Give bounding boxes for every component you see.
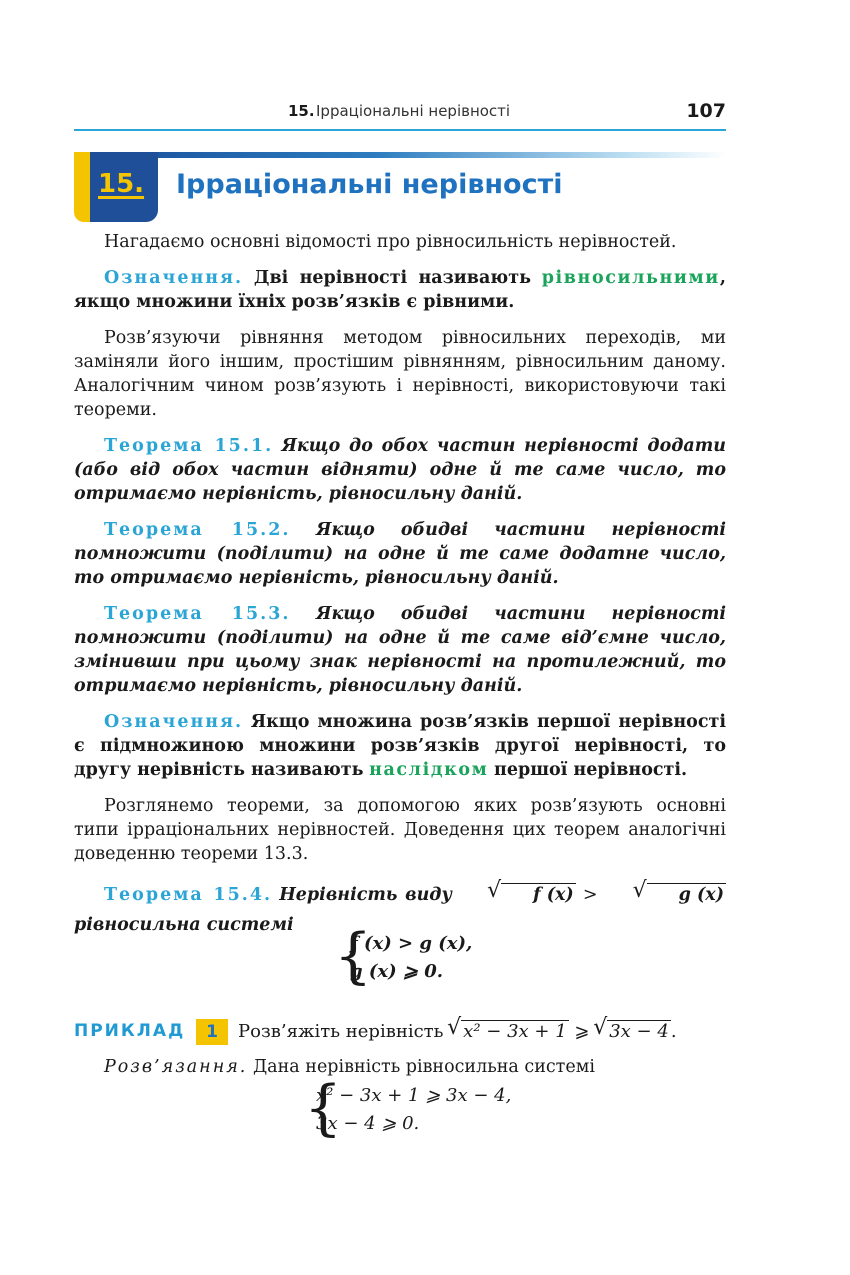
theorem-15-4-system <box>334 921 534 991</box>
banner-gradient-bar <box>90 152 726 158</box>
definition-1 <box>74 266 726 314</box>
example-rhs: 3x − 4 <box>609 1021 669 1042</box>
header-divider <box>74 129 726 131</box>
running-header <box>74 100 726 122</box>
theorem-15-1-term: Теорема 15.1. <box>104 436 274 456</box>
example-op: ⩾ <box>574 1021 590 1042</box>
solution-text: Дана нерівність рівносильна системі <box>252 1057 595 1077</box>
header-section-title: Ірраціональні нерівності <box>316 102 511 120</box>
example-lhs-root <box>449 1018 568 1046</box>
solution-paragraph <box>104 1055 726 1079</box>
definition-1-highlight: рівносильними <box>541 268 720 288</box>
solution-system-line-2: 3x − 4 ⩾ 0. <box>316 1113 420 1134</box>
theorem-15-4-op: > <box>582 885 598 905</box>
theorem-15-2-term: Теорема 15.2. <box>104 520 291 540</box>
definition-1-text-b: , якщо множини їхніх розв’язків є рівними. <box>74 268 726 312</box>
theorem-15-4-text-a: Нерівність виду <box>279 885 452 905</box>
solution-label: Розв’язання. <box>104 1057 248 1077</box>
definition-2-text-a: Якщо множина розв’язків першої нерівності є підмножиною множини розв’язків другої нерівності, то другу нерівність називають <box>74 712 726 780</box>
paragraph-2: Розв’язуючи рівняння методом рівносильних переходів, ми заміняли його іншим, простішим рівнянням, рівносильним даному. Аналогічним чином розв’язують і нерівності, використовуючи такі теореми. <box>74 328 726 420</box>
theorem-15-1 <box>74 434 726 506</box>
theorem-15-4-lhs: f (x) <box>501 883 576 906</box>
definition-2 <box>74 710 726 782</box>
theorem-15-3-term: Теорема 15.3. <box>104 604 291 624</box>
example-end: . <box>670 1021 677 1042</box>
theorem-15-2-text: Якщо обидві частини нерівності помножити (поділити) на одне й те саме додатне число, то отримаємо нерівність, рівносильну даній. <box>74 520 726 588</box>
theorem-15-4-term: Теорема 15.4. <box>104 885 273 905</box>
banner-number: 15. <box>98 169 145 199</box>
intro-paragraph: Нагадаємо основні відомості про рівносильність нерівностей. <box>104 232 677 252</box>
theorem-15-4-rhs: g (x) <box>647 883 726 906</box>
page-number: 107 <box>686 100 726 122</box>
example-lhs: x² − 3x + 1 <box>463 1021 567 1042</box>
definition-2-term: Означення. <box>104 712 244 732</box>
theorem-15-4-text-b: рівносильна системі <box>74 915 294 935</box>
solution-system-line-1: x² − 3x + 1 ⩾ 3x − 4, <box>316 1085 512 1106</box>
solution-system-brace: { <box>304 1073 343 1143</box>
definition-1-term: Означення. <box>104 268 244 288</box>
theorem-15-1-text: Якщо до обох частин нерівності додати (або від обох частин відняти) одне й те саме число, то отримаємо нерівність, рівносильну даній. <box>74 436 726 504</box>
definition-2-text-b: першої нерівності. <box>494 760 688 780</box>
banner-number-box <box>90 152 158 222</box>
header-section-number: 15. <box>288 102 315 120</box>
system-line-1: f (x) > g (x), <box>350 933 473 954</box>
system-brace: { <box>334 921 373 991</box>
theorem-15-4-lhs-root <box>459 880 576 910</box>
theorem-15-2 <box>74 518 726 590</box>
system-line-2: g (x) ⩾ 0. <box>350 961 444 982</box>
example-task-text: Розв’яжіть нерівність <box>238 1021 444 1042</box>
theorem-15-4-rhs-root <box>605 880 726 910</box>
paragraph-3: Розглянемо теореми, за допомогою яких розв’язують основні типи ірраціональних нерівностей. Доведення цих теорем аналогічні доведенню теореми 13.3. <box>74 796 726 864</box>
example-label: ПРИКЛАД <box>74 1021 186 1041</box>
example-task <box>238 1018 677 1046</box>
solution-system <box>304 1073 564 1143</box>
example-number: 1 <box>196 1019 228 1045</box>
definition-2-highlight: наслідком <box>369 760 489 780</box>
page-title: Ірраціональні нерівності <box>176 169 563 200</box>
definition-1-text-a: Дві нерівності називають <box>253 268 531 288</box>
section-banner <box>74 152 726 222</box>
theorem-15-3-text: Якщо обидві частини нерівності помножити (поділити) на одне й те саме від’ємне число, змінивши при цьому знак нерівності на протилежний, то отримаємо нерівність, рівносильну даній. <box>74 604 726 696</box>
theorem-15-3 <box>74 602 726 698</box>
example-rhs-root <box>595 1018 671 1046</box>
